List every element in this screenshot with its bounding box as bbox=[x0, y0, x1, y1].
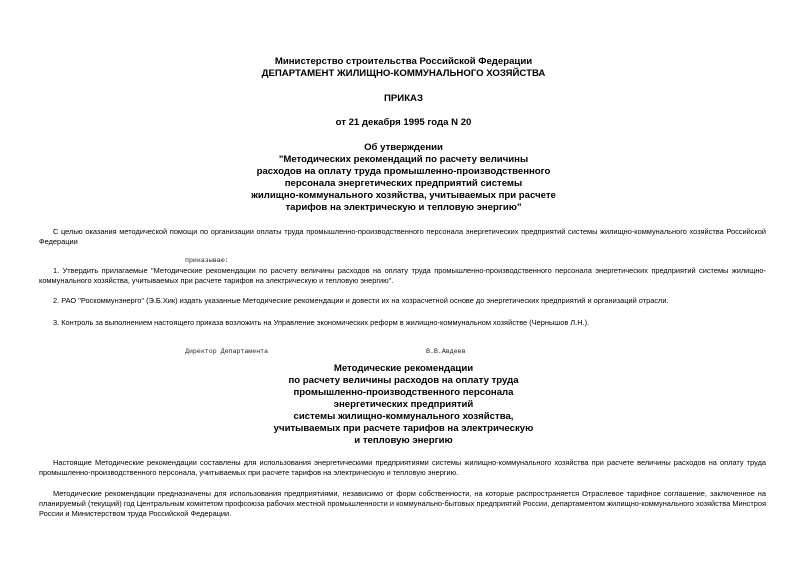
order-item-1: 1. Утвердить прилагаемые "Методические рекомендации по расчету величины расходов на оплату труда промышленно-производственного персонала энергетических предприятий системы жилищно-коммунального хозяйства, учитываемых при расчете тарифов на электрическую и тепловую энергию". bbox=[39, 266, 766, 285]
rec-paragraph-1: Настоящие Методические рекомендации составлены для использования энергетическими предприятиями системы жилищно-коммунального хозяйства при расчете величины расходов на оплату труда промышленно-производственного персонала, учитываемых при расчете тарифов на электрическую и тепловую энергию. bbox=[39, 458, 766, 477]
order-item-3: 3. Контроль за выполнением настоящего приказа возложить на Управление экономических реформ в жилищно-коммунальном хозяйстве (Чернышов Л.Н.). bbox=[53, 318, 590, 327]
intro-paragraph: С целью оказания методической помощи по организации оплаты труда промышленно-производственного персонала энергетических предприятий системы жилищно-коммунального хозяйства Российской Федерации bbox=[39, 227, 766, 246]
subject-line: персонала энергетических предприятий системы bbox=[284, 178, 523, 189]
rec-title-line: энергетических предприятий bbox=[333, 399, 474, 410]
subject-line: жилищно-коммунального хозяйства, учитываемых при расчете bbox=[251, 190, 556, 201]
rec-title-line: учитываемых при расчете тарифов на электрическую bbox=[273, 423, 534, 434]
signature-position: Директор Департамента bbox=[185, 348, 269, 355]
rec-title-line: и тепловую энергию bbox=[354, 435, 453, 446]
rec-title-line: системы жилищно-коммунального хозяйства, bbox=[293, 411, 514, 422]
rec-title-line: Методические рекомендации bbox=[333, 363, 474, 374]
department-name: ДЕПАРТАМЕНТ ЖИЛИЩНО-КОММУНАЛЬНОГО ХОЗЯЙСТВА bbox=[261, 68, 546, 79]
rec-title-line: промышленно-производственного персонала bbox=[293, 387, 514, 398]
ministry-name: Министерство строительства Российской Федерации bbox=[274, 56, 533, 67]
subject-line: Об утверждении bbox=[364, 142, 443, 153]
order-word: приказываю: bbox=[185, 257, 229, 264]
document-date: от 21 декабря 1995 года N 20 bbox=[335, 117, 472, 128]
subject-line: "Методических рекомендаций по расчету величины bbox=[278, 154, 529, 165]
rec-paragraph-2: Методические рекомендации предназначены для использования предприятиями, независимо от форм собственности, на которые распространяется Отраслевое тарифное соглашение, заключенное на планируемый (текущий) год Центральным комитетом профсоюза рабочих местной промышленности и коммунально-бытовых предприятий России, департаментом жилищно-коммунального хозяйства Минстроя России и Министерством труда Российской Федерации. bbox=[39, 489, 766, 518]
rec-title-line: по расчету величины расходов на оплату труда bbox=[288, 375, 519, 386]
subject-line: расходов на оплату труда промышленно-производственного bbox=[256, 166, 551, 177]
signature-name: В.В.Авдеев bbox=[426, 348, 466, 355]
subject-line: тарифов на электрическую и тепловую энергию" bbox=[285, 202, 522, 213]
order-item-2: 2. РАО "Роскоммунэнерго" (Э.Б.Хик) издать указанные Методические рекомендации и довести их на хозрасчетной основе до энергетических предприятий и организаций отрасли. bbox=[53, 296, 669, 305]
document-type: ПРИКАЗ bbox=[384, 93, 423, 104]
